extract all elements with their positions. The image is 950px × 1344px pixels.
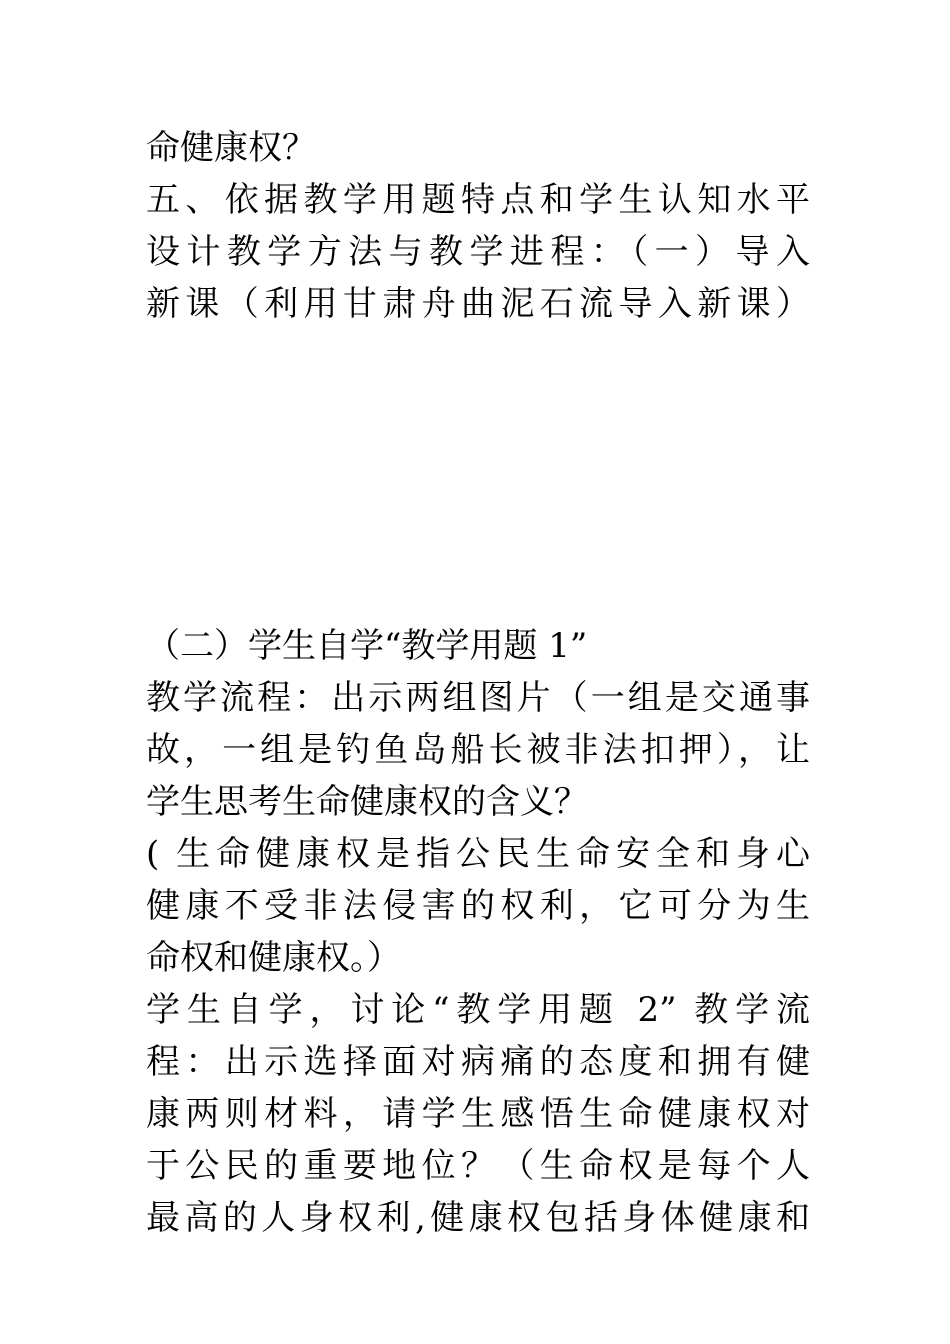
text-line: 程：出示选择面对病痛的态度和拥有健 [146, 1042, 810, 1082]
text-line: 新课（利用甘肃舟曲泥石流导入新课） [146, 284, 810, 324]
text-line: 五、依据教学用题特点和学生认知水平 [146, 180, 810, 220]
text-block-top [146, 122, 810, 330]
text-line: 教学流程：出示两组图片（一组是交通事 [146, 678, 810, 718]
text-block-bottom [146, 620, 810, 1244]
text-line: ( 生命健康权是指公民生命安全和身心 [146, 834, 810, 874]
section-heading: （二）学生自学“教学用题 1” [146, 626, 588, 666]
text-line: 学生自学，讨论“教学用题 2” 教学流 [146, 990, 810, 1030]
text-line: 最高的人身权利,健康权包括身体健康和 [146, 1198, 810, 1238]
text-line: 故，一组是钓鱼岛船长被非法扣押），让 [146, 730, 810, 770]
text-line: 康两则材料，请学生感悟生命健康权对 [146, 1094, 810, 1134]
text-line: 于公民的重要地位？（生命权是每个人 [146, 1146, 810, 1186]
text-line: 学生思考生命健康权的含义？ [146, 782, 588, 822]
text-line: 命权和健康权。） [146, 938, 401, 978]
text-line: 健康不受非法侵害的权利，它可分为生 [146, 886, 810, 926]
text-line: 设计教学方法与教学进程：（一）导入 [146, 232, 810, 272]
text-line: 命健康权？ [146, 128, 316, 168]
